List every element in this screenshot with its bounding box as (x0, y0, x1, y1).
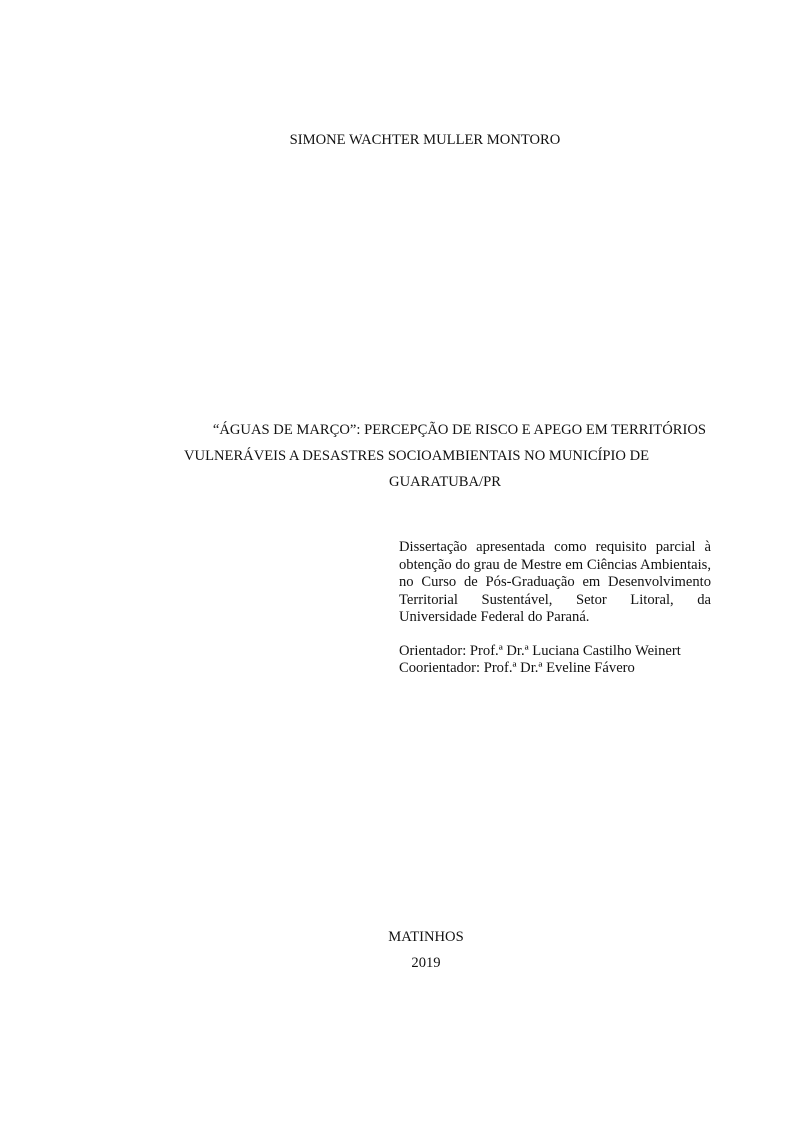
advisors-block (399, 643, 729, 678)
city: MATINHOS (388, 929, 464, 945)
author-name: SIMONE WACHTER MULLER MONTORO (289, 132, 561, 148)
dissertation-note: Dissertação apresentada como requisito parcial à obtenção do grau de Mestre em Ciências Ambientais, no Curso de Pós-Graduação em Desenvolvimento Territorial Sustentável, Setor Litoral, da Universidade Federal do Paraná. (399, 539, 711, 626)
coadvisor: Coorientador: Prof.ª Dr.ª Eveline Fávero (399, 660, 635, 677)
title-line-1: “ÁGUAS DE MARÇO”: PERCEPÇÃO DE RISCO E APEGO EM TERRITÓRIOS (212, 422, 706, 438)
title-line-3: GUARATUBA/PR (389, 474, 501, 490)
advisor: Orientador: Prof.ª Dr.ª Luciana Castilho Weinert (399, 643, 681, 659)
dissertation-title (180, 417, 710, 495)
title-line-2: VULNERÁVEIS A DESASTRES SOCIOAMBIENTAIS NO MUNICÍPIO DE (184, 448, 650, 464)
year: 2019 (411, 955, 441, 971)
